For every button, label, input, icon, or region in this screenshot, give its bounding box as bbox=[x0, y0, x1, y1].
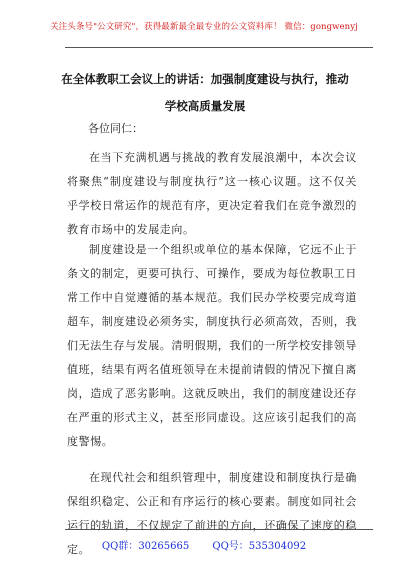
footer bbox=[0, 537, 408, 552]
paragraph-2: 制度建设是一个组织或单位的基本保障，它远不止于条文的制定，更要可执行、可操作，要成为每位教职工日常工作中自觉遵循的基本规范。我们民办学校要完成弯道超车，制度建设必须务实，制度执行必须高效，否则，我们无法生存与发展。清明假期，我们的一所学校安排领导值班，结果有两名值班领导在未提前请假的情况下擅自离岗，造成了恶劣影响。这就反映出，我们的制度建设还存在严重的形式主义，甚至形同虚设。这应该引起我们的高度警惕。 bbox=[67, 243, 357, 448]
salutation: 各位同仁： bbox=[88, 122, 143, 135]
footer-divider bbox=[65, 529, 373, 530]
paragraph-1: 在当下充满机遇与挑战的教育发展浪潮中，本次会议将聚焦“制度建设与制度执行”这一核心议题。这不仅关乎学校日常运作的规范有序，更决定着我们在竞争激烈的教育市场中的发展走向。 bbox=[67, 151, 357, 236]
footer-qq-number: QQ号：535304092 bbox=[212, 541, 307, 552]
header-divider bbox=[65, 47, 373, 48]
footer-qq-group: QQ群：30265665 bbox=[101, 541, 190, 552]
document-title: 在全体教职工会议上的讲话：加强制度建设与执行，推动学校高质量发展 bbox=[61, 72, 349, 113]
paragraph-3: 在现代社会和组织管理中，制度建设和制度执行是确保组织稳定、公正和有序运行的核心要素。制度如同社会运行的轨道，不仅规定了前进的方向，还确保了速度的稳定。 bbox=[67, 471, 357, 556]
header-note: 关注头条号"公文研究"，获得最新最全最专业的公文资料库！ 微信：gongwenyj bbox=[50, 22, 358, 32]
